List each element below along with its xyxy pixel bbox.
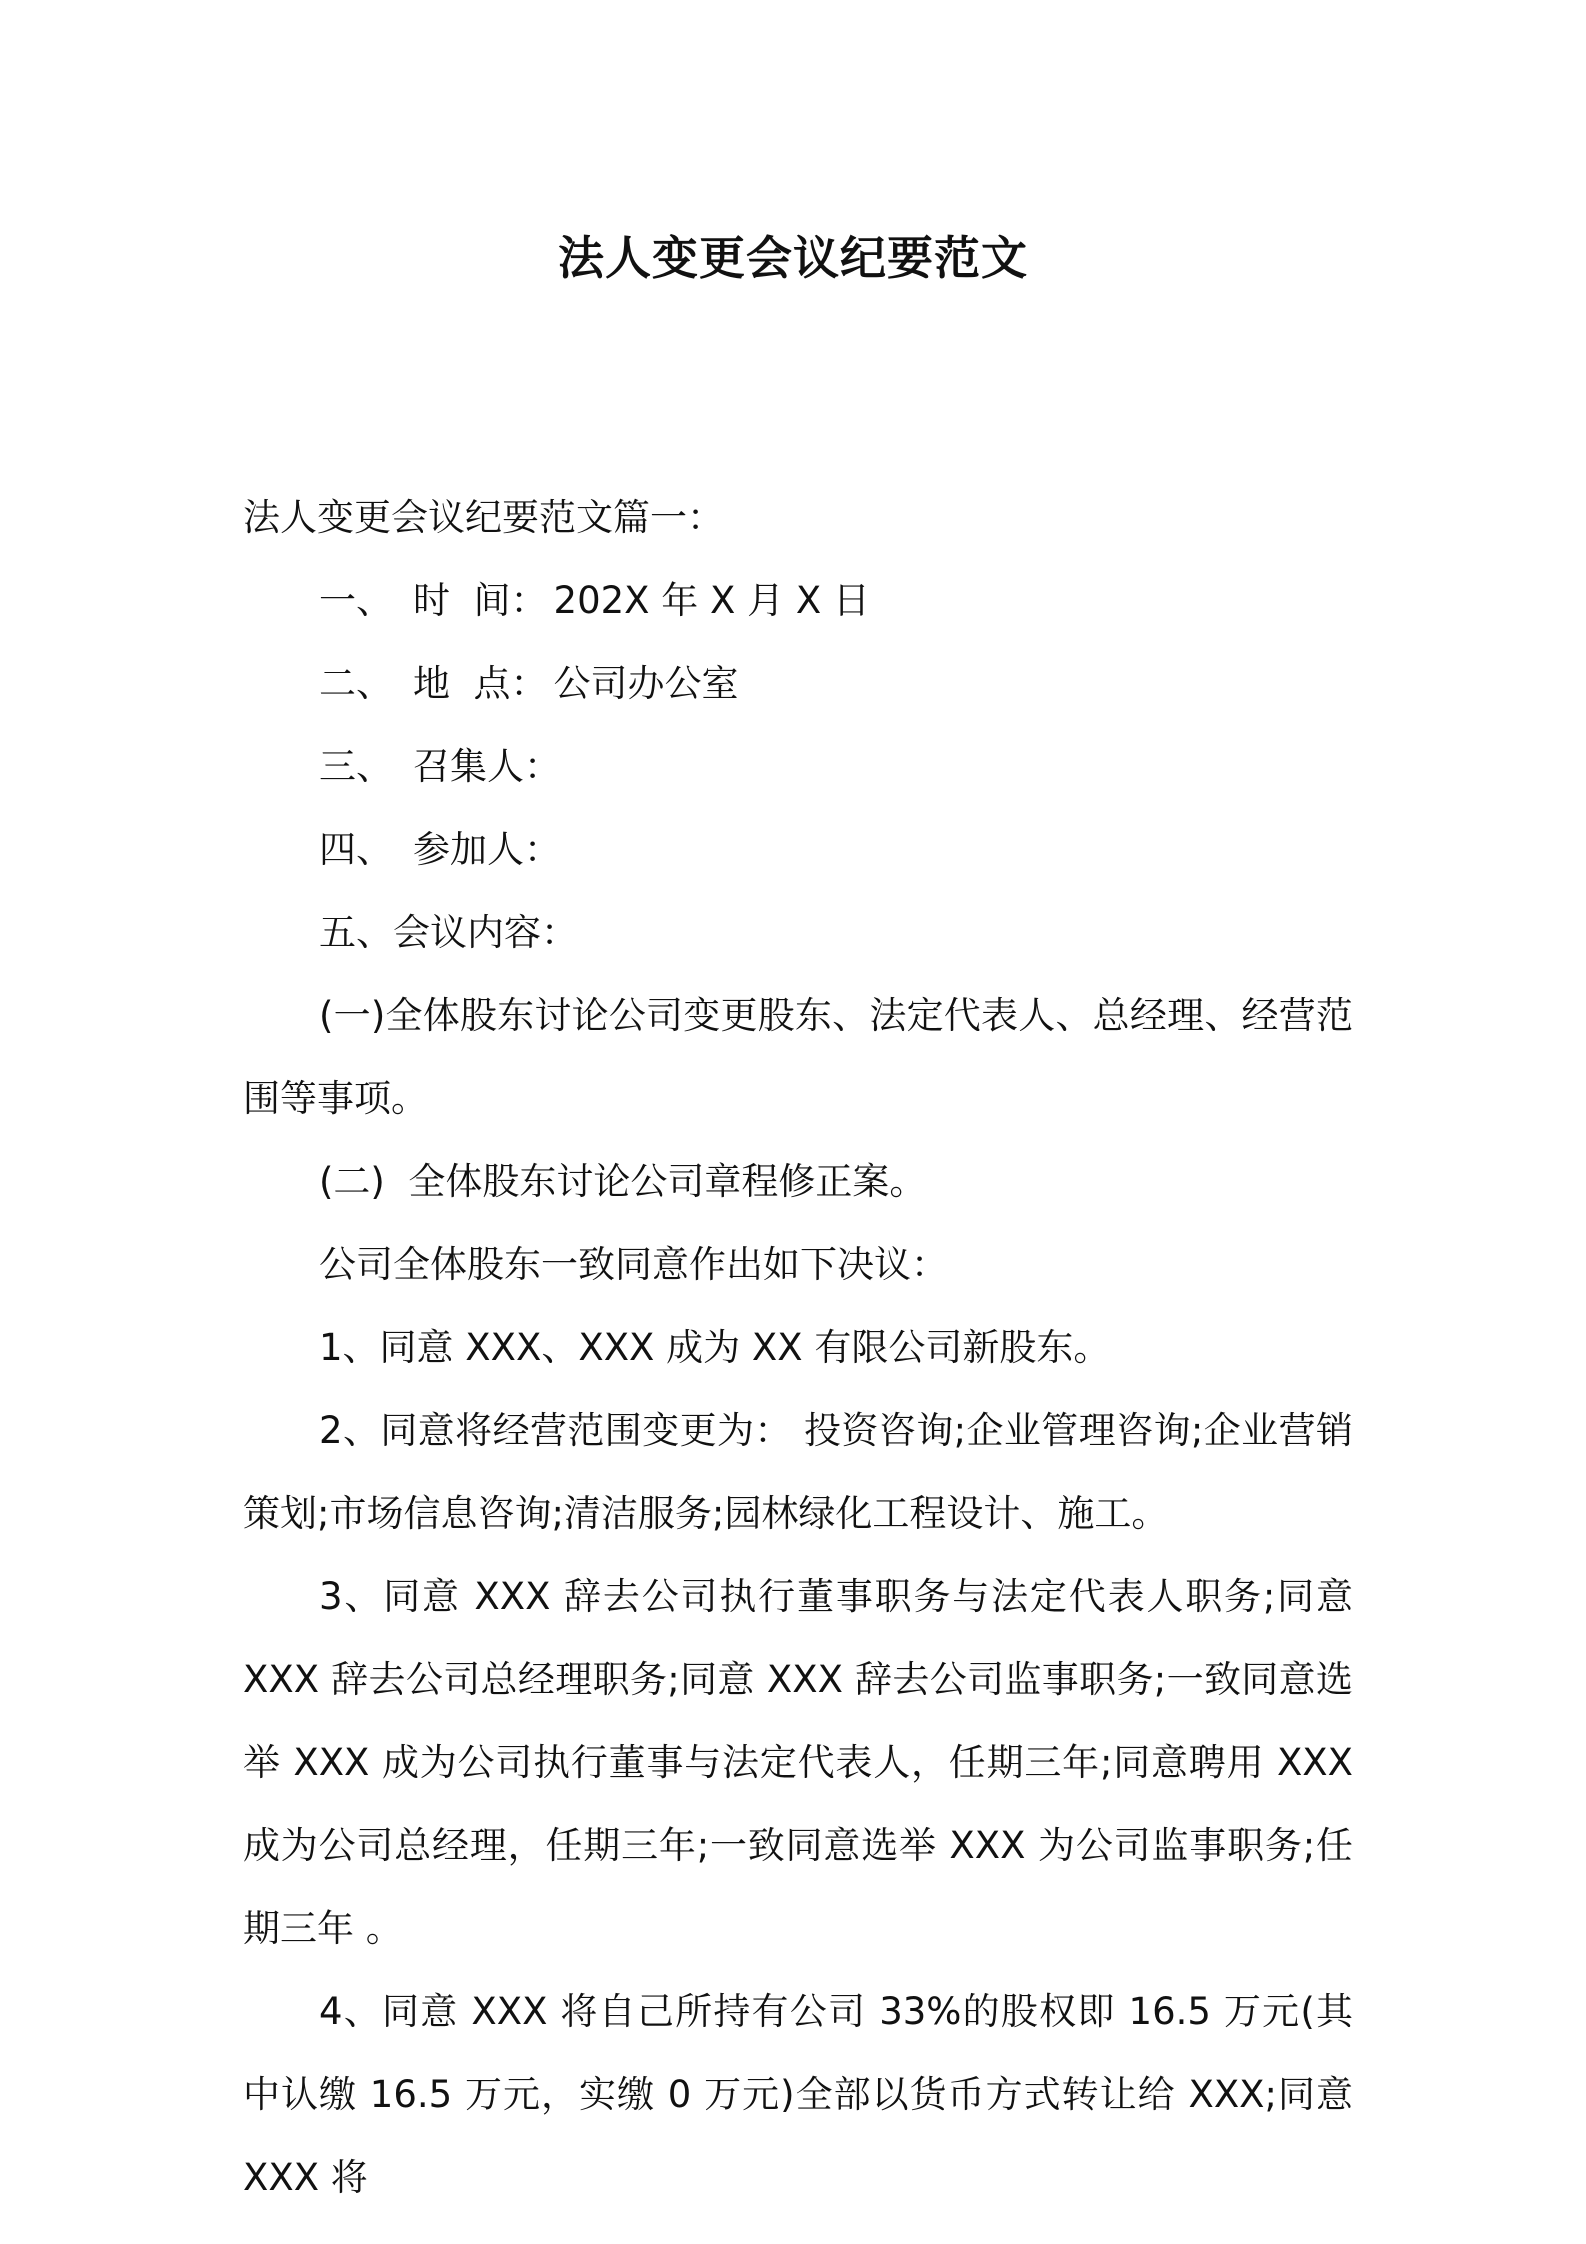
item-label: 召集人： [413,745,561,788]
item-value: 公司办公室 [553,662,739,705]
item-number: 三、 [319,745,393,788]
document-body [243,476,1353,2219]
item-number: 一、 [319,579,393,622]
resolution-intro: 公司全体股东一致同意作出如下决议： [319,1243,948,1286]
resolution-item: 1、同意 XXX、XXX 成为 XX 有限公司新股东。 [319,1326,1111,1369]
resolution-item: 2、同意将经营范围变更为： 投资咨询;企业管理咨询;企业营销策划;市场信息咨询;清洁服务;园林绿化工程设计、施工。 [243,1409,1353,1535]
meeting-item-time [243,559,1353,642]
item-label: 参加人： [413,828,561,871]
meeting-item-attendees [243,808,1353,891]
document-title: 法人变更会议纪要范文 [558,231,1028,285]
meeting-item-convener [243,725,1353,808]
item-label: 时 间： [413,579,548,622]
item-value: 202X 年 X 月 X 日 [553,579,871,622]
item-number: 二、 [319,662,393,705]
resolution-item: 3、同意 XXX 辞去公司执行董事职务与法定代表人职务;同意 XXX 辞去公司总经理职务;同意 XXX 辞去公司监事职务;一致同意选举 XXX 成为公司执行董事与法定代表人，任期三年;同意聘用 XXX 成为公司总经理，任期三年;一致同意选举 XXX 为公司监事职务;任期三年 。 [243,1575,1353,1950]
agenda-item: (二) 全体股东讨论公司章程修正案。 [319,1160,927,1203]
resolution-item: 4、同意 XXX 将自己所持有公司 33%的股权即 16.5 万元(其中认缴 16.5 万元，实缴 0 万元)全部以货币方式转让给 XXX;同意 XXX 将 [243,1990,1353,2199]
agenda-item: (一)全体股东讨论公司变更股东、法定代表人、总经理、经营范围等事项。 [243,994,1353,1120]
meeting-item-location [243,642,1353,725]
item-label: 地 点： [413,662,548,705]
section-heading: 法人变更会议纪要范文篇一： [243,496,724,539]
item-number: 四、 [319,828,393,871]
meeting-content-heading: 五、会议内容： [319,911,578,954]
